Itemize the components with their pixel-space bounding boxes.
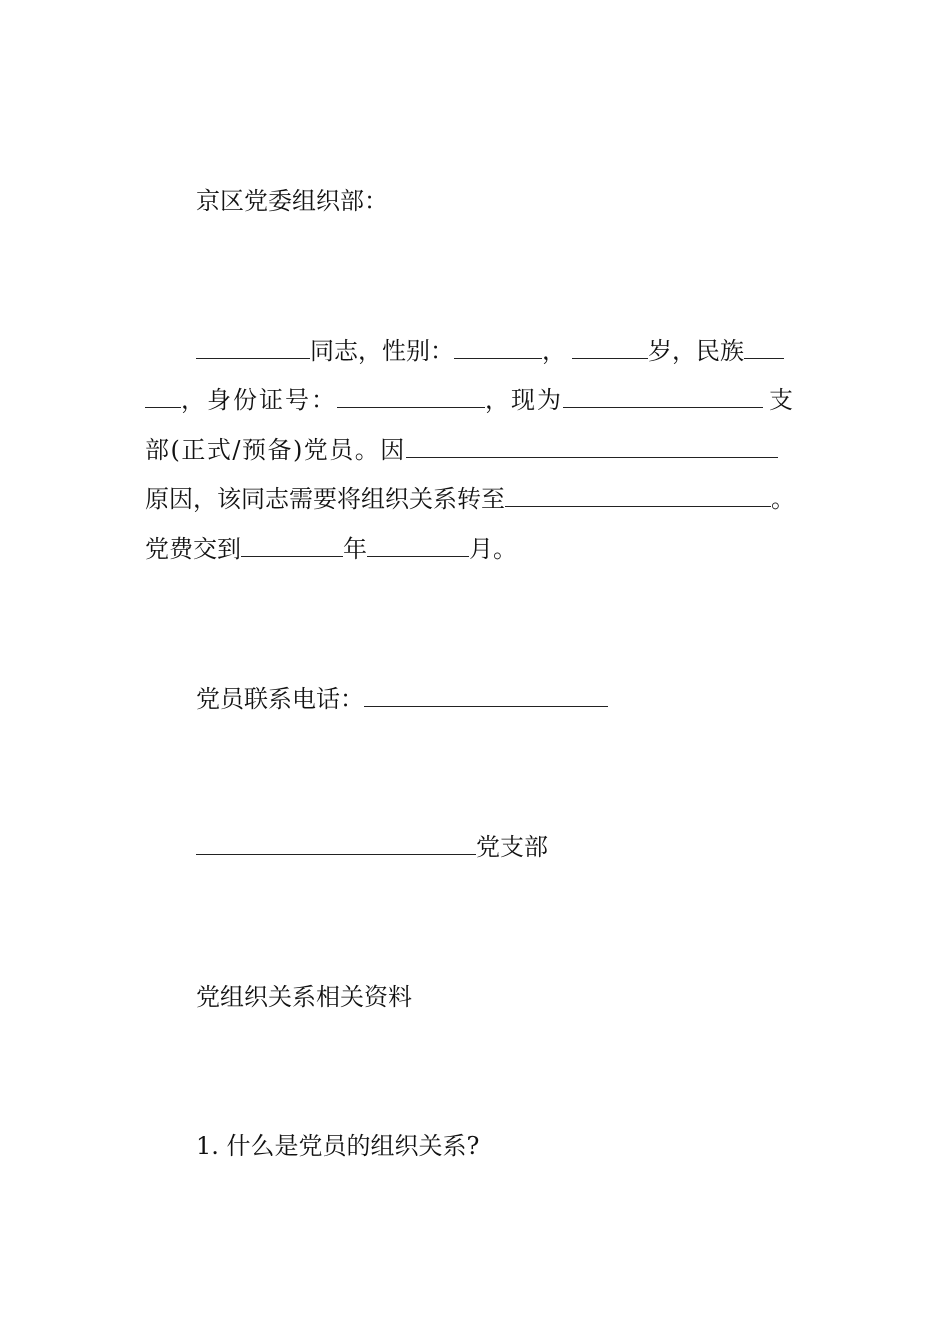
body-line-2 <box>145 385 793 415</box>
name-blank <box>196 336 310 359</box>
id-number-label: ，身份证号： <box>181 386 337 414</box>
current-label: ，现为 <box>485 386 563 414</box>
section-title-text: 党组织关系相关资料 <box>196 983 412 1011</box>
reason-blank <box>406 435 778 458</box>
body-line-4 <box>145 484 795 514</box>
month-text: 月。 <box>469 535 517 563</box>
phone-label: 党员联系电话： <box>196 685 364 713</box>
salutation-text: 京区党委组织部： <box>196 187 388 215</box>
year-text: 年 <box>343 535 367 563</box>
dues-month-blank <box>367 534 469 557</box>
gender-blank <box>454 336 542 359</box>
ethnicity-blank-1 <box>744 336 784 359</box>
branch-blank <box>563 385 763 408</box>
dues-year-blank <box>241 534 343 557</box>
age-ethnicity-label: 岁，民族 <box>648 337 744 365</box>
branch-suffix: 党支部 <box>476 833 548 861</box>
branch-name-blank <box>196 832 476 855</box>
id-number-blank <box>337 385 485 408</box>
tongzhi-gender-label: 同志，性别： <box>310 337 454 365</box>
ethnicity-blank-2 <box>145 385 181 408</box>
period-text: 。 <box>771 485 795 513</box>
zhi-text: 支 <box>769 386 793 414</box>
branch-signature-line <box>196 832 548 862</box>
age-blank <box>572 336 648 359</box>
question-1 <box>196 1131 479 1161</box>
dues-label: 党费交到 <box>145 535 241 563</box>
member-status-text: 部(正式/预备)党员。因 <box>145 436 406 464</box>
question-1-text: 1. 什么是党员的组织关系? <box>196 1132 480 1160</box>
body-line-3 <box>145 435 778 465</box>
transfer-destination-blank <box>505 484 771 507</box>
section-title <box>196 982 412 1012</box>
body-line-5 <box>145 534 517 564</box>
salutation <box>196 186 388 216</box>
body-line-1 <box>196 336 784 366</box>
comma-text: ， <box>542 337 566 365</box>
transfer-text: 原因，该同志需要将组织关系转至 <box>145 485 505 513</box>
phone-blank <box>364 684 608 707</box>
phone-line <box>196 684 608 714</box>
